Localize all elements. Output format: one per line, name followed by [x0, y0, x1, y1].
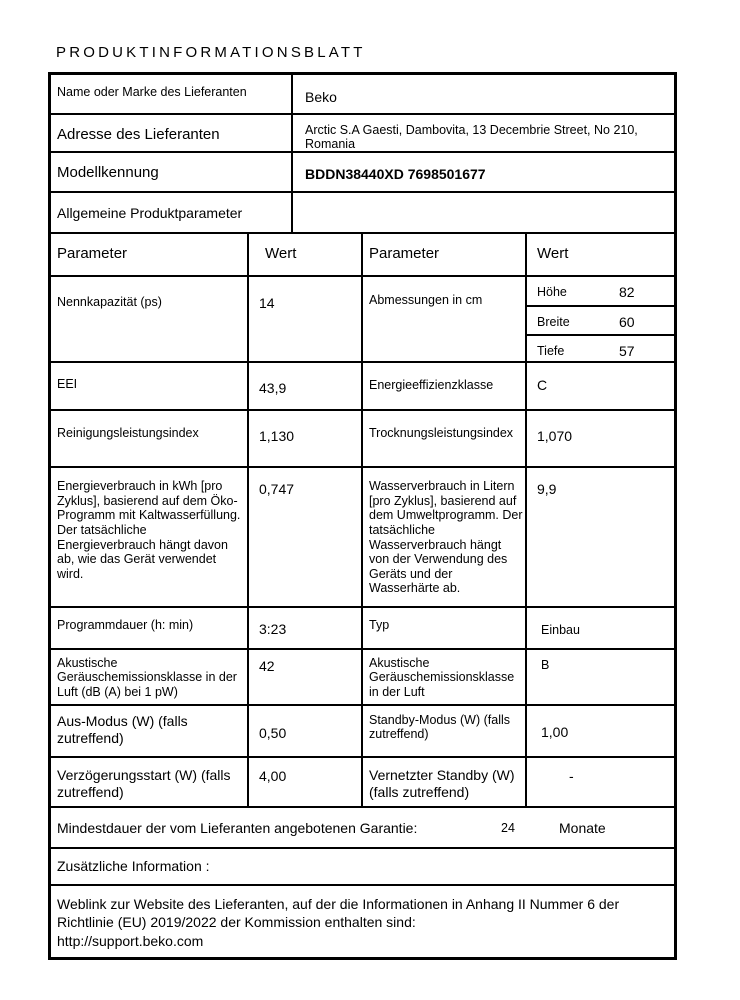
general-parameters-row — [51, 193, 674, 234]
divider — [247, 758, 249, 806]
divider — [361, 411, 363, 466]
network-standby-value: - — [569, 768, 574, 784]
delay-row — [51, 758, 674, 808]
dimension-depth-label: Tiefe — [537, 344, 565, 358]
consumption-row — [51, 468, 674, 608]
model-row — [51, 153, 674, 193]
warranty-unit: Monate — [559, 820, 606, 836]
type-label: Typ — [369, 618, 390, 632]
cleaning-index-label: Reinigungsleistungsindex — [57, 426, 199, 440]
divider — [525, 758, 527, 806]
program-duration-value: 3:23 — [259, 621, 287, 637]
off-mode-label: Aus-Modus (W) (falls zutreffend) — [57, 713, 188, 746]
energy-consumption-value: 0,747 — [259, 481, 295, 497]
supplier-address-value: Arctic S.A Gaesti, Dambovita, 13 Decembrie Street, No 210, Romania — [305, 123, 638, 151]
capacity-value: 14 — [259, 295, 275, 311]
divider — [361, 363, 363, 409]
divider — [247, 234, 249, 275]
divider — [361, 277, 363, 361]
supplier-address-row — [51, 115, 674, 153]
divider — [247, 277, 249, 361]
network-standby-label: Vernetzter Standby (W) (falls zutreffend) — [369, 767, 515, 800]
eei-row — [51, 363, 674, 411]
divider — [525, 468, 527, 606]
divider — [291, 75, 293, 113]
additional-info-label: Zusätzliche Information : — [57, 858, 210, 874]
performance-row — [51, 411, 674, 468]
eei-label: EEI — [57, 377, 78, 391]
table-header-row — [51, 234, 674, 277]
header-value-left: Wert — [265, 245, 297, 262]
divider — [291, 193, 293, 232]
divider — [247, 468, 249, 606]
energy-class-label: Energieeffizienzklasse — [369, 378, 494, 392]
dimension-height-value: 82 — [619, 284, 635, 300]
dimension-depth-value: 57 — [619, 343, 635, 359]
weblink-text: Weblink zur Website des Lieferanten, auf der die Informationen in Anhang II Nummer 6 der Richtlinie (EU) 2019/2022 der Kommission enthalten sind: — [57, 896, 620, 931]
water-consumption-label: Wasserverbrauch in Litern [pro Zyklus], basierend auf dem Umweltprogramm. Der tatsächliche Wasserverbrauch hängt von der Verwendung des Geräts und der Wasserhärte ab. — [369, 479, 523, 596]
warranty-row — [51, 808, 674, 849]
divider — [247, 363, 249, 409]
noise-value: 42 — [259, 658, 275, 674]
dimension-height-label: Höhe — [537, 285, 567, 299]
supplier-name-label: Name oder Marke des Lieferanten — [57, 85, 247, 99]
page-title: PRODUKTINFORMATIONSBLATT — [56, 44, 366, 61]
dimensions-label: Abmessungen in cm — [369, 293, 483, 307]
divider — [247, 650, 249, 704]
product-info-table — [48, 72, 677, 960]
water-consumption-value: 9,9 — [537, 481, 557, 497]
noise-row — [51, 650, 674, 706]
divider — [291, 153, 293, 191]
delay-start-value: 4,00 — [259, 768, 287, 784]
divider — [361, 706, 363, 756]
drying-index-label: Trocknungsleistungsindex — [369, 426, 514, 440]
weblink-row — [51, 886, 674, 960]
off-mode-value: 0,50 — [259, 725, 287, 741]
weblink-url[interactable]: http://support.beko.com — [57, 933, 204, 949]
divider — [525, 334, 674, 336]
power-mode-row — [51, 706, 674, 758]
divider — [247, 706, 249, 756]
divider — [361, 234, 363, 275]
energy-class-value: C — [537, 377, 548, 393]
supplier-address-label: Adresse des Lieferanten — [57, 126, 220, 143]
divider — [525, 706, 527, 756]
capacity-label: Nennkapazität (ps) — [57, 295, 162, 309]
standby-mode-value: 1,00 — [541, 724, 569, 740]
model-value: BDDN38440XD 7698501677 — [305, 166, 486, 182]
type-value: Einbau — [541, 623, 580, 637]
capacity-row — [51, 277, 674, 363]
noise-class-label: Akustische Geräuschemissionsklasse in der Luft — [369, 656, 515, 699]
standby-mode-label: Standby-Modus (W) (falls zutreffend) — [369, 713, 511, 742]
header-value-right: Wert — [537, 245, 569, 262]
divider — [525, 234, 527, 275]
program-row — [51, 608, 674, 650]
general-parameters-label: Allgemeine Produktparameter — [57, 205, 243, 221]
noise-label: Akustische Geräuschemissionsklasse in der Luft (dB (A) bei 1 pW) — [57, 656, 237, 699]
header-parameter-left: Parameter — [57, 245, 128, 262]
divider — [525, 305, 674, 307]
warranty-value: 24 — [501, 821, 515, 835]
divider — [525, 608, 527, 648]
divider — [525, 277, 527, 361]
program-duration-label: Programmdauer (h: min) — [57, 618, 194, 632]
divider — [361, 758, 363, 806]
divider — [361, 468, 363, 606]
energy-consumption-label: Energieverbrauch in kWh [pro Zyklus], basierend auf dem Öko-Programm mit Kaltwasserfüllung. Der tatsächliche Energieverbrauch hängt davon ab, wie das Gerät verwendet wird. — [57, 479, 241, 581]
divider — [525, 363, 527, 409]
divider — [361, 650, 363, 704]
divider — [247, 608, 249, 648]
header-parameter-right: Parameter — [369, 245, 440, 262]
cleaning-index-value: 1,130 — [259, 428, 295, 444]
supplier-name-value: Beko — [305, 89, 337, 105]
additional-info-row — [51, 849, 674, 886]
warranty-label: Mindestdauer der vom Lieferanten angebotenen Garantie: — [57, 820, 418, 836]
divider — [291, 115, 293, 151]
divider — [525, 411, 527, 466]
noise-class-value: B — [541, 658, 550, 672]
divider — [361, 608, 363, 648]
delay-start-label: Verzögerungsstart (W) (falls zutreffend) — [57, 767, 231, 800]
eei-value: 43,9 — [259, 380, 287, 396]
dimension-width-label: Breite — [537, 315, 570, 329]
drying-index-value: 1,070 — [537, 428, 573, 444]
divider — [247, 411, 249, 466]
dimension-width-value: 60 — [619, 314, 635, 330]
supplier-name-row — [51, 75, 674, 115]
model-label: Modellkennung — [57, 164, 159, 181]
divider — [525, 650, 527, 704]
